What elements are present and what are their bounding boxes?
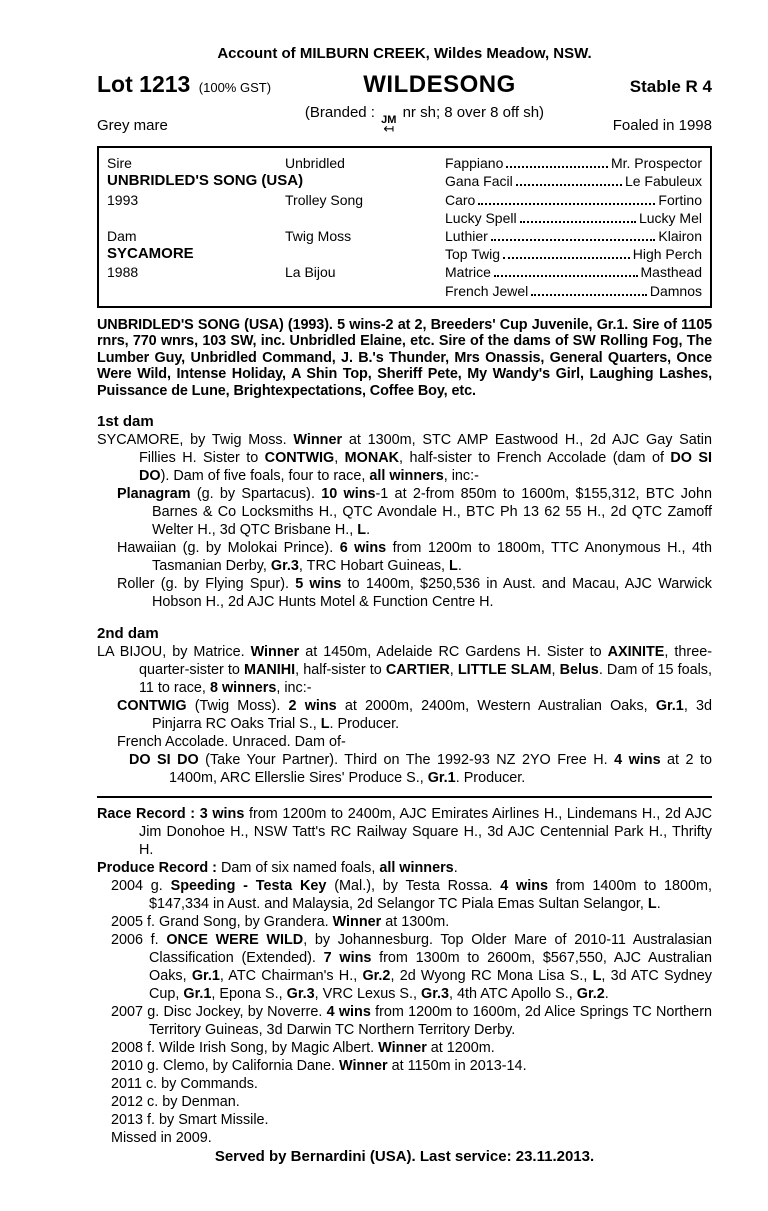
- text-run: 2008 f. Wilde Irish Song, by Magic Albert.: [111, 1040, 379, 1057]
- text-run: CONTWIG: [117, 698, 187, 715]
- records-paragraph: [97, 805, 712, 859]
- records-paragraph: [97, 877, 712, 913]
- first-dam-paragraph: [97, 485, 712, 539]
- text-run: Gr.1: [183, 986, 212, 1003]
- text-run: AXINITE: [607, 644, 665, 661]
- text-run: ). Dam of five foals, four to race,: [160, 468, 370, 485]
- section-first-dam: [97, 413, 712, 611]
- sire-granddam: Trolley Song: [285, 191, 364, 208]
- sire-name: UNBRIDLED'S SONG (USA): [107, 172, 304, 190]
- ancestor-name: Luthier: [445, 227, 488, 244]
- records-paragraph: [97, 1093, 712, 1111]
- dot-leader: [491, 239, 656, 241]
- records-paragraph: [97, 1129, 712, 1147]
- text-run: , 4th ATC Apollo S.,: [449, 986, 577, 1003]
- horse-name: WILDESONG: [363, 71, 516, 98]
- text-run: to 1400m, $250,536 in Aust. and Macau, AJC Warwick Hobson H., 2d AJC Hunts Motel & Function Centre H.: [152, 576, 712, 611]
- lot-number-group: [97, 71, 302, 98]
- text-run: Gr.1: [655, 698, 684, 715]
- text-run: 4 wins: [500, 878, 549, 895]
- text-run: .: [457, 558, 462, 575]
- ancestor-name: Caro: [445, 191, 476, 208]
- second-dam-heading: 2nd dam: [97, 625, 159, 643]
- text-run: Winner: [250, 644, 300, 661]
- ancestor-parent: Lucky Mel: [638, 209, 702, 226]
- pedigree-ancestor-row: [445, 172, 702, 190]
- text-run: all winners: [369, 468, 444, 485]
- text-run: Hawaiian (g. by Molokai Prince).: [117, 540, 340, 557]
- text-run: 8 winners: [209, 680, 277, 697]
- text-run: from 1200m to 2400m, AJC Emirates Airlines H., Lindemans H., 2d AJC Jim Donohoe H., NSW Tatt's RC Railway Square H., 3d AJC Centennial Park H., Thrifty H.: [139, 806, 712, 859]
- ancestor-parent: Damnos: [649, 282, 702, 299]
- pedigree-ancestor-row: [445, 209, 702, 227]
- text-run: .: [604, 986, 609, 1003]
- text-run: , inc:-: [443, 468, 479, 485]
- stable-number: Stable R 4: [629, 77, 712, 96]
- text-run: Speeding - Testa Key: [170, 878, 327, 895]
- brand-arrow-icon: ↤: [383, 122, 395, 137]
- text-run: at 2 to 1400m, ARC Ellerslie Sires' Produce S.,: [169, 752, 712, 787]
- text-run: Winner: [332, 914, 382, 931]
- text-run: Gr.3: [270, 558, 299, 575]
- ancestor-parent: Le Fabuleux: [624, 173, 702, 190]
- text-run: 5 wins: [295, 576, 342, 593]
- text-run: from 1300m to 2600m, $567,550, AJC Australian Oaks,: [149, 950, 712, 985]
- text-run: .: [366, 522, 371, 539]
- ancestor-parent: Fortino: [658, 191, 702, 208]
- text-run: Gr.3: [421, 986, 450, 1003]
- text-run: , half-sister to French Accolade (dam of: [399, 450, 671, 467]
- text-run: 2005 f. Grand Song, by Grandera.: [111, 914, 333, 931]
- gst-note: (100% GST): [198, 80, 272, 95]
- text-run: , half-sister to: [295, 662, 386, 679]
- pedigree-ancestor-row: [445, 154, 702, 172]
- text-run: 10 wins: [321, 486, 376, 503]
- lot-row: [97, 71, 712, 99]
- records-paragraph: [97, 913, 712, 931]
- records-paragraph: [97, 1039, 712, 1057]
- pedigree-table: [97, 146, 712, 308]
- text-run: Dam of six named foals,: [216, 860, 380, 877]
- text-run: from 1400m to 1800m, $147,334 in Aust. and Malaysia, 2d Selangor TC Piala Emas Sultan Selangor,: [149, 878, 712, 913]
- text-run: 2010 g. Clemo, by California Dane.: [111, 1058, 339, 1075]
- service-note: Served by Bernardini (USA). Last service: 23.11.2013.: [214, 1148, 595, 1166]
- text-run: CONTWIG: [264, 450, 335, 467]
- text-run: DO SI DO: [139, 450, 712, 485]
- text-run: at 1450m, Adelaide RC Gardens H. Sister to: [299, 644, 608, 661]
- text-run: , by Johannesburg. Top Older Mare of 2010-11 Australasian Classification (Extended).: [149, 932, 712, 967]
- first-dam-heading: 1st dam: [97, 413, 154, 431]
- text-run: .: [453, 860, 458, 877]
- text-run: , inc:-: [276, 680, 312, 697]
- text-run: 2013 f. by Smart Missile.: [111, 1112, 269, 1129]
- dam-name: SYCAMORE: [107, 245, 194, 263]
- brand-line: [257, 104, 592, 137]
- first-dam-paragraph: [97, 575, 712, 611]
- ancestor-parent: High Perch: [632, 246, 702, 263]
- dot-leader: [520, 221, 636, 223]
- text-run: 2011 c. by Commands.: [111, 1076, 258, 1093]
- horse-description: Grey mare: [97, 117, 168, 134]
- ancestor-name: French Jewel: [445, 282, 529, 299]
- sire-label: Sire: [107, 155, 132, 172]
- records-paragraph: [97, 1111, 712, 1129]
- pedigree-ancestor-row: [445, 282, 702, 300]
- text-run: from 1200m to 1800m, TTC Anonymous H., 4th Tasmanian Derby,: [152, 540, 713, 575]
- ancestor-name: Top Twig: [445, 246, 500, 263]
- second-dam-paragraph: [97, 643, 712, 697]
- text-run: Race Record : 3 wins: [97, 806, 245, 823]
- brand-mark: [381, 114, 397, 137]
- dam-grandsire: Twig Moss: [285, 227, 352, 244]
- second-dam-paragraph: [97, 697, 712, 733]
- text-run: L: [320, 716, 330, 733]
- text-run: ONCE WERE WILD: [166, 932, 304, 949]
- text-run: . Dam of 15 foals, 11 to race,: [139, 662, 713, 697]
- text-run: all winners: [379, 860, 454, 877]
- text-run: , 3d Pinjarra RC Oaks Trial S.,: [152, 698, 712, 733]
- pedigree-ancestor-row: [445, 263, 702, 281]
- branded-prefix: (Branded :: [304, 104, 375, 121]
- text-run: (g. by Spartacus).: [190, 486, 322, 503]
- text-run: Produce Record :: [97, 860, 217, 877]
- records-paragraph: [97, 931, 712, 1003]
- ancestor-parent: Klairon: [658, 227, 702, 244]
- text-run: DO SI DO: [129, 752, 199, 769]
- dot-leader: [516, 184, 622, 186]
- dam-year: 1988: [107, 264, 139, 281]
- text-run: , ATC Chairman's H.,: [219, 968, 363, 985]
- ancestor-name: Fappiano: [445, 155, 504, 172]
- text-run: Gr.3: [286, 986, 315, 1003]
- section-divider: [97, 796, 712, 798]
- section-records: [97, 805, 712, 1147]
- text-run: MONAK: [344, 450, 400, 467]
- text-run: at 1300m.: [381, 914, 450, 931]
- ancestor-name: Matrice: [445, 264, 491, 281]
- text-run: CARTIER: [385, 662, 450, 679]
- text-run: Gr.2: [576, 986, 605, 1003]
- section-second-dam: [97, 625, 712, 787]
- ancestor-parent: Masthead: [640, 264, 702, 281]
- text-run: 2012 c. by Denman.: [111, 1094, 240, 1111]
- foaled-year: Foaled in 1998: [612, 117, 712, 134]
- text-run: 7 wins: [323, 950, 372, 967]
- text-run: Gr.1: [191, 968, 220, 985]
- dot-leader: [506, 166, 608, 168]
- text-run: 4 wins: [614, 752, 661, 769]
- text-run: ,: [551, 662, 560, 679]
- dot-leader: [503, 257, 630, 259]
- records-paragraph: [97, 1003, 712, 1039]
- text-run: 2007 g. Disc Jockey, by Noverre.: [111, 1004, 327, 1021]
- description-row: [97, 104, 712, 137]
- text-run: Winner: [293, 432, 343, 449]
- text-run: , Epona S.,: [211, 986, 287, 1003]
- text-run: LITTLE SLAM: [457, 662, 552, 679]
- text-run: 4 wins: [326, 1004, 371, 1021]
- first-dam-paragraph: [97, 539, 712, 575]
- text-run: Gr.1: [427, 770, 456, 787]
- text-run: Winner: [338, 1058, 388, 1075]
- text-run: L: [647, 896, 657, 913]
- text-run: SYCAMORE, by Twig Moss.: [97, 432, 294, 449]
- text-run: Planagram: [117, 486, 191, 503]
- text-run: .: [656, 896, 661, 913]
- first-dam-paragraphs: [97, 431, 712, 611]
- records-paragraph: [97, 859, 712, 877]
- second-dam-paragraphs: [97, 643, 712, 787]
- sire-blurb: [97, 317, 712, 400]
- ancestor-parent: Mr. Prospector: [610, 155, 702, 172]
- dot-leader: [494, 275, 638, 277]
- records-paragraph: [97, 1075, 712, 1093]
- lot-number: Lot 1213: [97, 71, 191, 97]
- branded-suffix: nr sh; 8 over 8 off sh): [402, 104, 545, 121]
- text-run: Missed in 2009.: [111, 1130, 212, 1147]
- text-run: L: [449, 558, 458, 575]
- text-run: 6 wins: [339, 540, 387, 557]
- dot-leader: [531, 294, 647, 296]
- text-run: Gr.2: [362, 968, 391, 985]
- text-run: French Accolade. Unraced. Dam of-: [117, 734, 346, 751]
- text-run: MANIHI: [243, 662, 296, 679]
- text-run: at 2000m, 2400m, Western Australian Oaks,: [336, 698, 656, 715]
- records-paragraphs: [97, 805, 712, 1147]
- first-dam-paragraph: [97, 431, 712, 485]
- text-run: , 2d Wyong RC Mona Lisa S.,: [390, 968, 593, 985]
- text-run: Winner: [378, 1040, 427, 1057]
- sire-grandsire: Unbridled: [285, 155, 345, 172]
- second-dam-paragraph: [97, 733, 712, 751]
- text-run: , three-quarter-sister to: [139, 644, 712, 679]
- text-run: (Twig Moss).: [186, 698, 289, 715]
- text-run: Belus: [559, 662, 599, 679]
- text-run: L: [592, 968, 602, 985]
- brand-letters: JM: [381, 114, 397, 126]
- text-run: ,: [449, 662, 458, 679]
- text-run: -1 at 2-from 850m to 1600m, $155,312, BTC John Barnes & Co Locksmiths H., QTC Avondale H., BTC Ph 13 62 55 H., 2d QTC Zamoff Welter H., 3d QTC Brisbane H.,: [152, 486, 712, 539]
- text-run: (Mal.), by Testa Rossa.: [326, 878, 501, 895]
- text-run: 2006 f.: [111, 932, 167, 949]
- text-run: from 1200m to 1600m, 2d Alice Springs TC Northern Territory Guineas, 3d Darwin TC Northern Territory Derby.: [149, 1004, 712, 1039]
- text-run: , 3d ATC Sydney Cup,: [149, 968, 712, 1003]
- sire-year: 1993: [107, 191, 139, 208]
- text-run: 2 wins: [288, 698, 337, 715]
- text-run: at 1300m, STC AMP Eastwood H., 2d AJC Gay Satin Fillies H. Sister to: [139, 432, 712, 467]
- account-line: Account of MILBURN CREEK, Wildes Meadow, NSW.: [217, 45, 592, 62]
- dam-granddam: La Bijou: [285, 264, 336, 281]
- text-run: , VRC Lexus S.,: [314, 986, 422, 1003]
- dam-label: Dam: [107, 227, 137, 244]
- ancestor-name: Gana Facil: [445, 173, 513, 190]
- pedigree-ancestor-row: [445, 191, 702, 209]
- text-run: . Producer.: [329, 716, 400, 733]
- text-run: at 1150m in 2013-14.: [387, 1058, 527, 1075]
- text-run: L: [357, 522, 367, 539]
- dot-leader: [478, 203, 655, 205]
- pedigree-ancestor-row: [445, 227, 702, 245]
- ancestor-name: Lucky Spell: [445, 209, 517, 226]
- text-run: ,: [334, 450, 345, 467]
- text-run: LA BIJOU, by Matrice.: [97, 644, 251, 661]
- records-paragraph: [97, 1057, 712, 1075]
- text-run: UNBRIDLED'S SONG (USA) (1993). 5 wins-2 at 2, Breeders' Cup Juvenile, Gr.1. Sire of 1105 rnrs, 770 wnrs, 103 SW, inc. Unbridled Elaine, etc. Sire of the dams of SW Rolling Fog, The Lumber Guy, Unbridled Command, J. B.'s Thunder, Mrs Onassis, General Quarters, Once Were Wild, Intense Holiday, A Shin Top, Sheriff Pete, My Wandy's Girl, Laughing Lashes, Puissance de Lune, Brightexpectations, Coffee Boy, etc.: [97, 316, 712, 399]
- text-run: at 1200m.: [426, 1040, 495, 1057]
- text-run: (Take Your Partner). Third on The 1992-93 NZ 2YO Free H.: [198, 752, 615, 769]
- pedigree-ancestor-row: [445, 245, 702, 263]
- text-run: 2004 g.: [111, 878, 171, 895]
- text-run: , TRC Hobart Guineas,: [298, 558, 450, 575]
- second-dam-paragraph: [97, 751, 712, 787]
- text-run: . Producer.: [455, 770, 526, 787]
- text-run: Roller (g. by Flying Spur).: [117, 576, 296, 593]
